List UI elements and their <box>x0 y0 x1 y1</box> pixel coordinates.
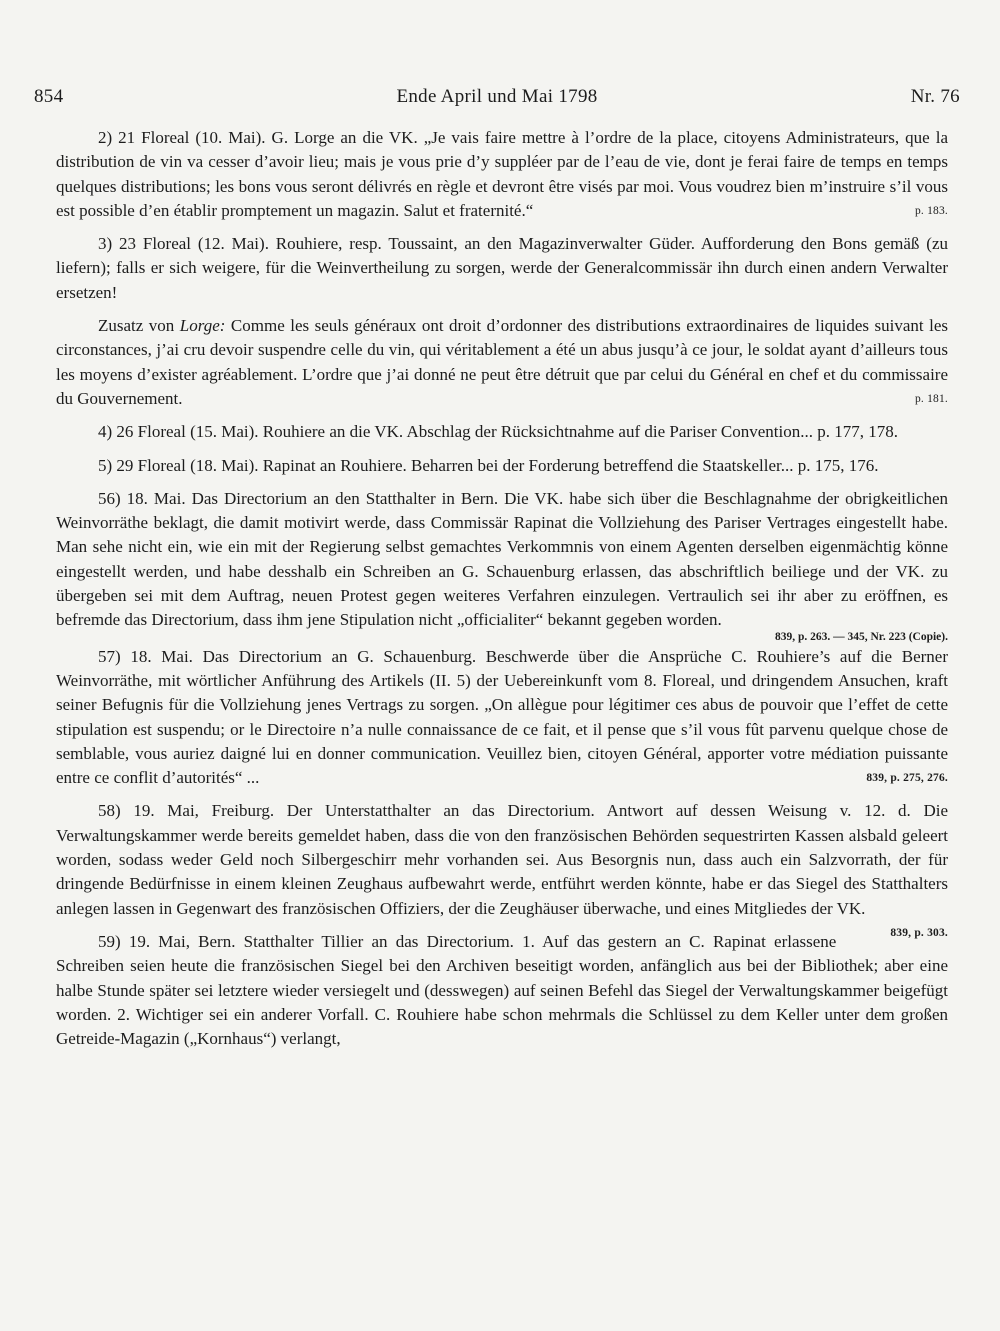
source-reference: p. 181. <box>914 392 948 405</box>
paragraph-1: 2) 21 Floreal (10. Mai). G. Lorge an die VK. „Je vais faire mettre à l’ordre de la place, citoyens Administrateurs, que la distribution de vin va cesser d’avoir lieu; mais je vous prie d’y suppléer par de l’eau de vie, dont je ferai faire de temps en temps quelques distributions; les bons vous seront délivrés en règle et devront être visés par moi. Vous voudrez bien m’instruire s’il vous est possible d’en établir promptement un magazin. Salut et fraternité.“ p. 183. <box>56 126 948 223</box>
paragraph-9: 59) 19. Mai, Bern. Statthalter Tillier an das Directorium. 1. Auf das gestern an C. Rapinat erlassene Schreiben seien heute die französischen Siegel bei den Archiven beseitigt worden, anfänglich aus bei der Bibliothek; aber eine halbe Stunde später sei letztere wieder versiegelt und (desswegen) auf seinen Befehl das Siegel der Verwaltungskammer beigefügt worden. 2. Wichtiger sei ein anderer Vorfall. C. Rouhiere habe schon mehrmals die Schlüssel zu dem Keller unter dem großen Getreide-Magazin („Kornhaus“) verlangt, <box>56 931 948 1049</box>
document-number: Nr. 76 <box>910 86 960 107</box>
paragraph-2: 3) 23 Floreal (12. Mai). Rouhiere, resp. Toussaint, an den Magazinverwalter Güder. Aufforderung den Bons gemäß (zu liefern); falls er sich weigere, für die Weinvertheilung zu sorgen, werde der Generalcommissär ihn durch einen andern Verwalter ersetzen! <box>56 234 948 302</box>
running-title: Ende April und Mai 1798 <box>396 86 598 107</box>
paragraph-3: Zusatz von Lorge: Comme les seuls généraux ont droit d’ordonner des distributions extraordinaires de liquides suivant les circonstances, j’ai cru devoir suspendre celle du vin, qui véritablement a été un abus jusqu’à ce jour, le soldat ayant d’ailleurs tous les moyens d’exister agréablement. L’ordre que j’ai donné ne peut être détruit que par celui du Général en chef et du commissaire du Gouvernement. p. 181. <box>56 314 948 411</box>
paragraph-7: 57) 18. Mai. Das Directorium an G. Schauenburg. Beschwerde über die Ansprüche C. Rouhiere’s auf die Berner Weinvorräthe, mit wörtlicher Anführung des Artikels (II. 5) der Uebereinkunft vom 8. Floreal, und dringendem Ansuchen, kraft seiner Befugnis für die Vollziehung jenes Vertrags zu sorgen. „On allègue pour légitimer ces abus de pouvoir que l’effet de cette stipulation est suspendu; or le Directoire n’a nulle connaissance de ce fait, et il pense que s’il vous fût parvenu quelque chose de semblable, vous auriez daigné lui en donner communication. Veuillez bien, citoyen Général, apporter votre médiation puissante entre ce conflit d’autorités“ ... 839, p. 275, 276. <box>56 645 948 791</box>
source-reference: p. 183. <box>914 204 948 217</box>
paragraph-4: 4) 26 Floreal (15. Mai). Rouhiere an die VK. Abschlag der Rücksichtnahme auf die Pariser Convention... p. 177, 178. <box>98 422 898 442</box>
source-reference: 839, p. 303. <box>890 926 948 939</box>
running-header <box>34 86 960 116</box>
paragraph-5: 5) 29 Floreal (18. Mai). Rapinat an Rouhiere. Beharren bei der Forderung betreffend die Staatskeller... p. 175, 176. <box>98 455 879 475</box>
author-name: Lorge: <box>179 316 226 336</box>
source-reference: 839, p. 263. — 345, Nr. 223 (Copie). <box>774 630 948 643</box>
source-reference: 839, p. 275, 276. <box>866 772 948 785</box>
paragraph-8: 58) 19. Mai, Freiburg. Der Unterstatthalter an das Directorium. Antwort auf dessen Weisung v. 12. d. Die Verwaltungskammer werde bereits gemeldet haben, dass die von den französischen Behörden sequestrirten Kassen alsbald geleert worden, sodass weder Geld noch Silbergeschirr mehr vorhanden sei. Aus Besorgnis nun, dass auch ein Salzvorrath, der für dringende Bedürfnisse in einem kleinen Zeughaus aufbewahrt werde, entführt werden könnte, habe er das Siegel des Statthalters anlegen lassen in Gegenwart des französischen Offiziers, der die Zeughäuser überwache, und eines Mitgliedes der VK. 839, p. 303. <box>56 799 948 920</box>
document-body <box>56 126 948 1051</box>
page-number: 854 <box>34 86 64 107</box>
paragraph-6: 56) 18. Mai. Das Directorium an den Statthalter in Bern. Die VK. habe sich über die Beschlagnahme der obrigkeitlichen Weinvorräthe beklagt, die damit motivirt werde, dass Commissär Rapinat die Vollziehung des Pariser Vertrages eingestellt habe. Man sehe nicht ein, wie ein mit der Regierung selbst gemachtes Verkommnis von einem Agenten derselben eigenmächtig könne eingestellt werden, und habe desshalb ein Schreiben an G. Schauenburg erlassen, das abschriftlich beiliege und der VK. zu übergeben sei mit dem Auftrag, neuen Protest gegen weiteres Verfahren einzulegen. Vertraulich sei ihr aber zu eröffnen, es befremde das Directorium, dass ihm jene Stipulation nicht „officialiter“ bekannt gegeben worden. <box>56 488 948 630</box>
